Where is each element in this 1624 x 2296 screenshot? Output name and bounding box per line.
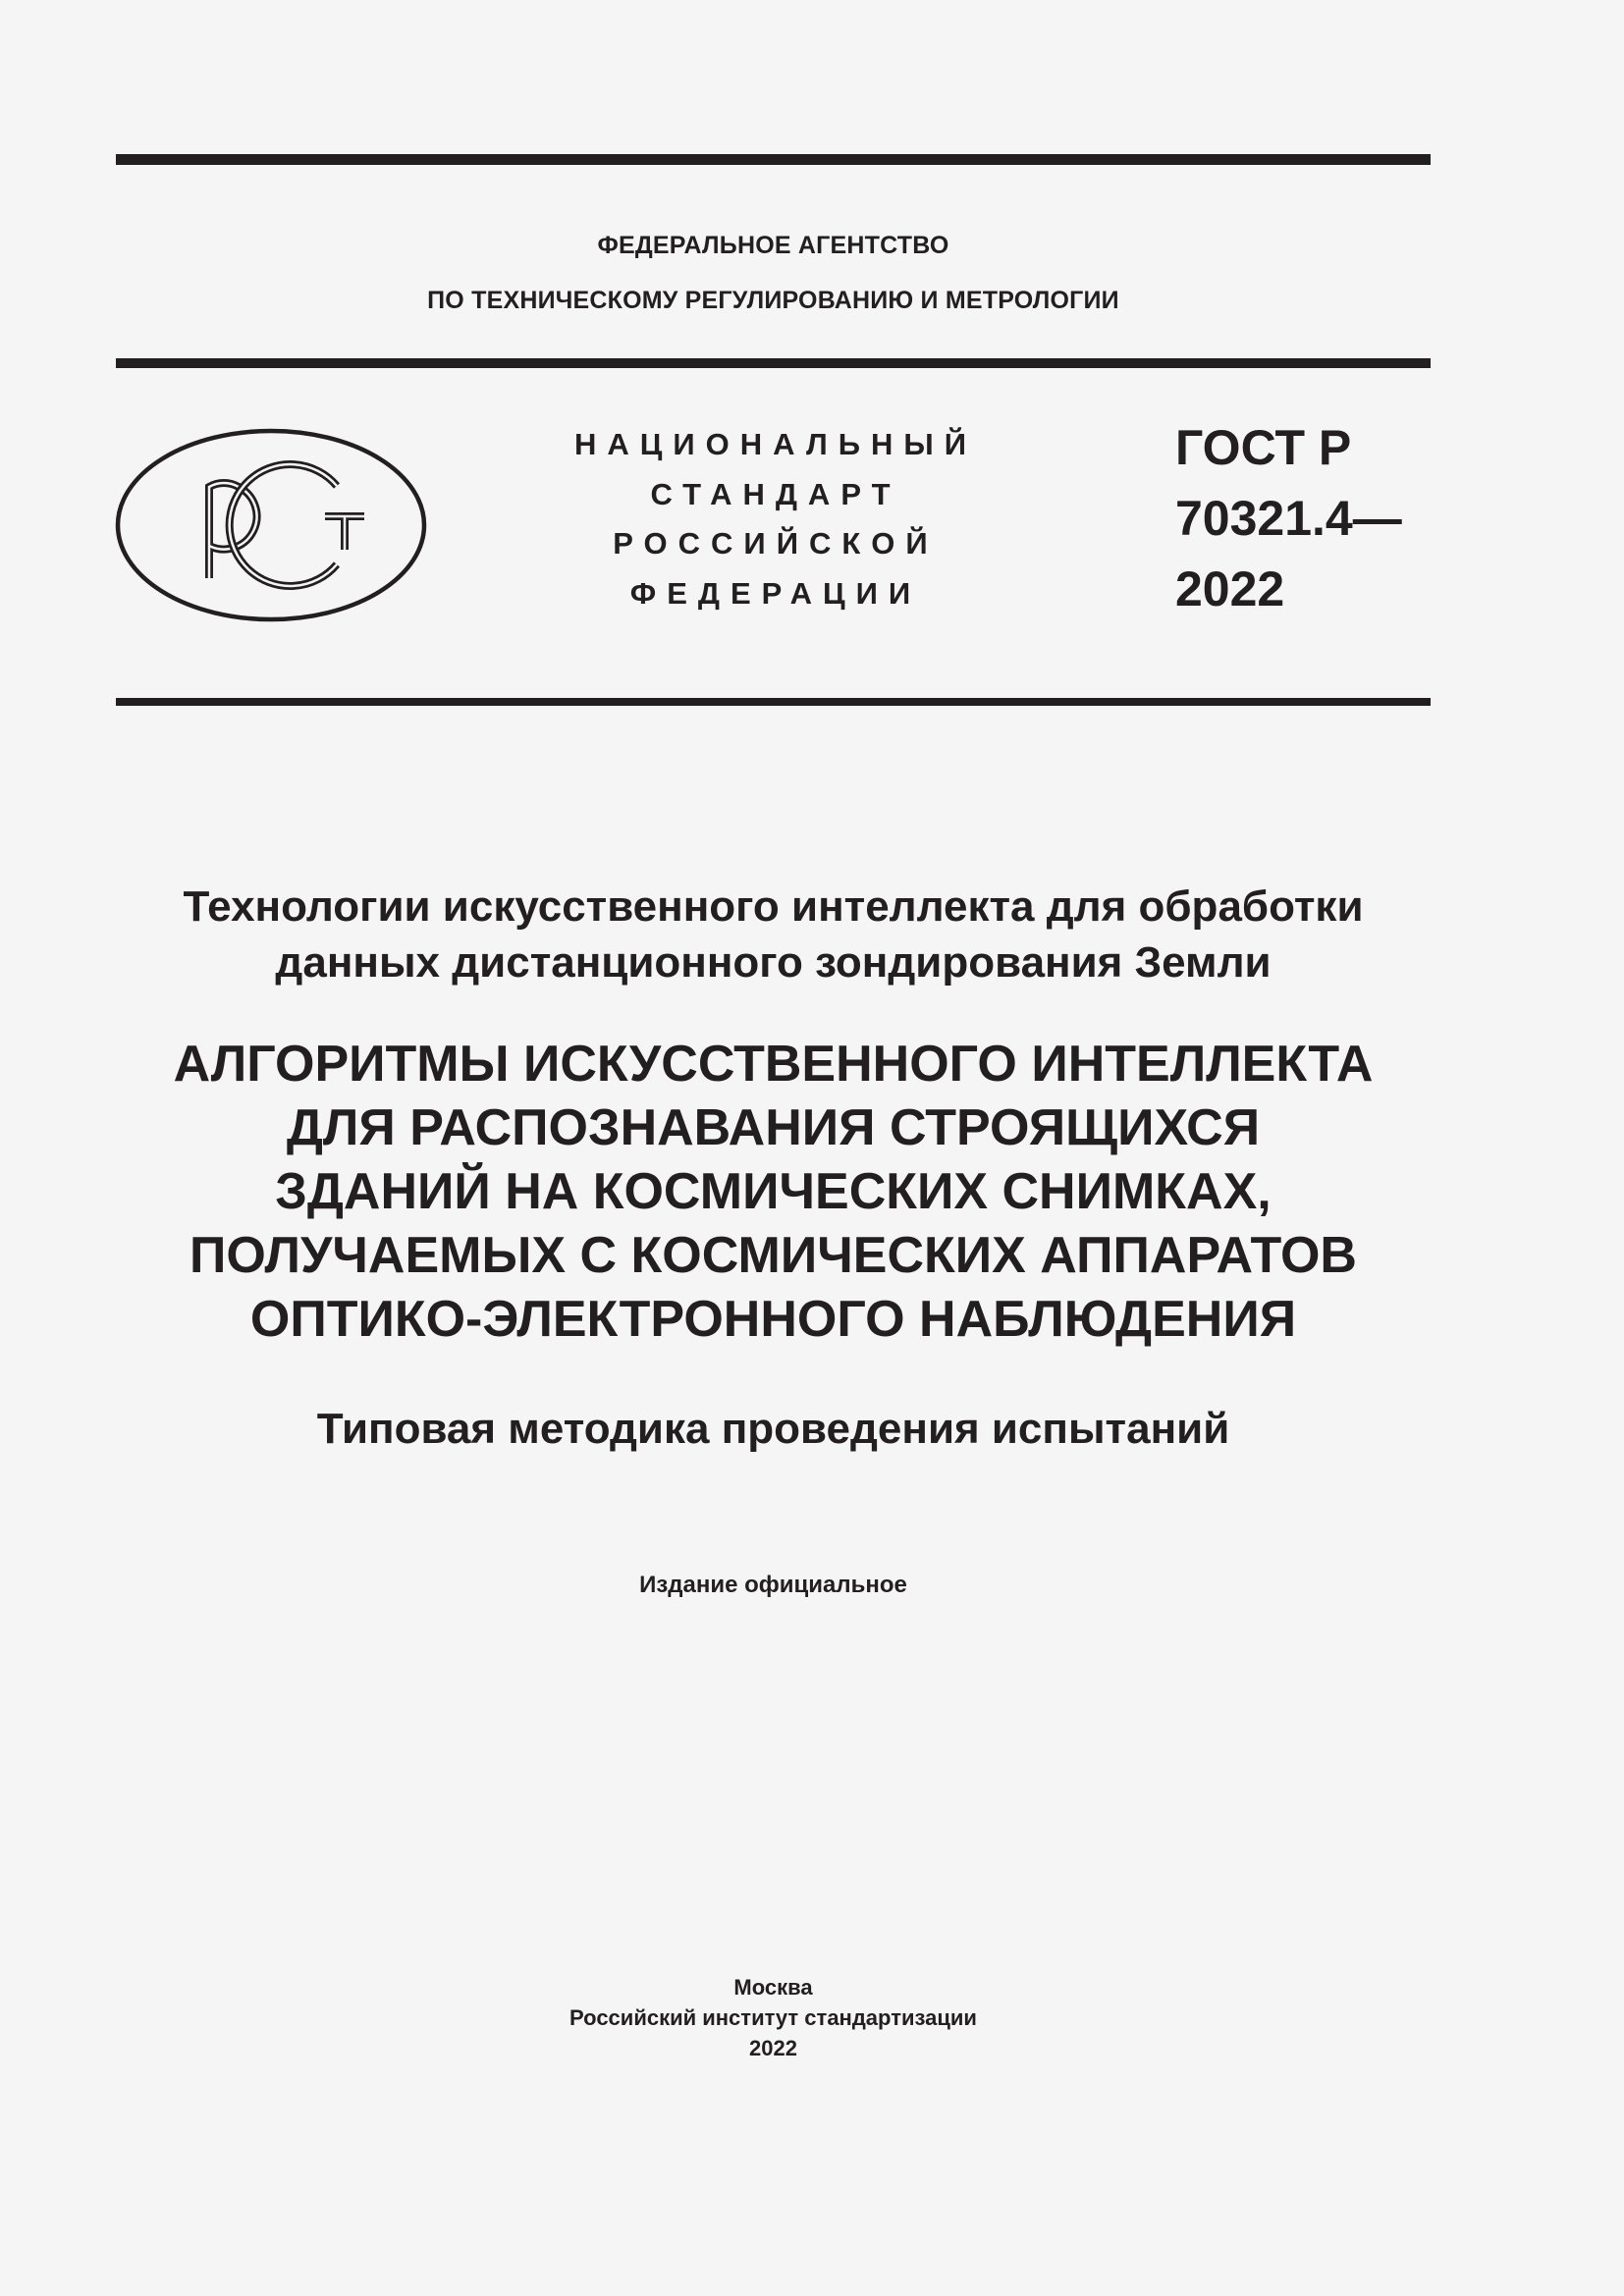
agency-line-2: ПО ТЕХНИЧЕСКОМУ РЕГУЛИРОВАНИЮ И МЕТРОЛОГИИ: [427, 287, 1119, 314]
standard-number-line: 70321.4—: [1175, 491, 1402, 546]
main-title-line: ЗДАНИЙ НА КОСМИЧЕСКИХ СНИМКАХ,: [275, 1163, 1272, 1220]
agency-line-1: ФЕДЕРАЛЬНОЕ АГЕНТСТВО: [597, 232, 949, 259]
main-title-line: АЛГОРИТМЫ ИСКУССТВЕННОГО ИНТЕЛЛЕКТА: [173, 1036, 1374, 1093]
imprint-year: 2022: [749, 2036, 797, 2060]
general-title: [98, 879, 1448, 990]
main-title-line: ПОЛУЧАЕМЫХ С КОСМИЧЕСКИХ АППАРАТОВ: [189, 1227, 1357, 1284]
subtitle-text: Типовая методика проведения испытаний: [316, 1405, 1230, 1453]
main-title-line: ОПТИКО-ЭЛЕКТРОННОГО НАБЛЮДЕНИЯ: [249, 1291, 1297, 1348]
imprint: [98, 1972, 1448, 2063]
middle-rule: [116, 358, 1431, 368]
edition-label: Издание официальное: [639, 1572, 907, 1598]
standard-number: [1175, 412, 1402, 624]
standard-number-line: ГОСТ Р: [1175, 420, 1352, 475]
agency-header: [116, 218, 1431, 328]
standard-kind-line: НАЦИОНАЛЬНЫЙ: [573, 427, 978, 461]
subtitle: [98, 1400, 1448, 1459]
top-rule: [116, 154, 1431, 165]
rst-gost-logo-icon: [115, 428, 427, 622]
standard-kind-line: ФЕДЕРАЦИИ: [629, 575, 922, 611]
imprint-publisher: Российский институт стандартизации: [569, 2005, 977, 2030]
bottom-rule: [116, 698, 1431, 706]
general-title-line: данных дистанционного зондирования Земли: [275, 938, 1272, 987]
standard-kind-line: РОССИЙСКОЙ: [613, 526, 939, 561]
imprint-city: Москва: [733, 1975, 813, 2000]
standard-number-line: 2022: [1175, 561, 1285, 616]
main-title: [98, 1033, 1448, 1352]
standard-kind-line: СТАНДАРТ: [650, 476, 901, 511]
main-title-line: ДЛЯ РАСПОЗНАВАНИЯ СТРОЯЩИХСЯ: [286, 1099, 1261, 1156]
general-title-line: Технологии искусственного интеллекта для обработки: [183, 882, 1364, 931]
standard-kind: [550, 420, 1001, 618]
